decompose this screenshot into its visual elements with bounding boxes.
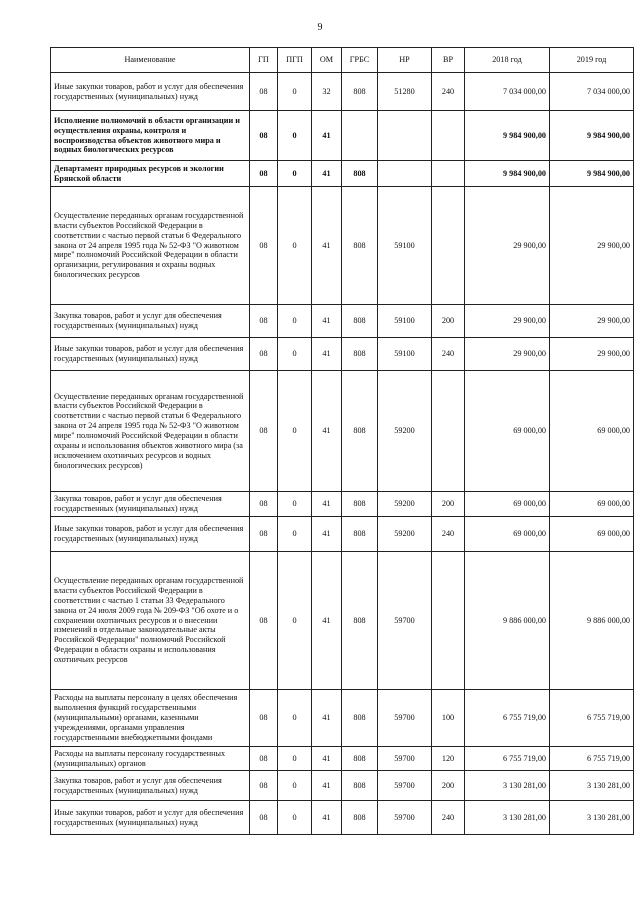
header-pgp: ПГП	[278, 48, 312, 73]
cell-gp: 08	[250, 161, 278, 187]
cell-om: 41	[312, 161, 342, 187]
cell-vr	[432, 187, 465, 305]
cell-2018: 69 000,00	[465, 492, 550, 517]
header-name: Наименование	[51, 48, 250, 73]
cell-nr: 59700	[378, 747, 432, 771]
table-body	[51, 73, 634, 835]
cell-name: Осуществление переданных органам государственной власти субъектов Российской Федерации в соответствии с частью 1 статьи 33 Федерального закона от 24 июля 2009 года № 209-ФЗ "Об охоте и о сохранении охотничьих ресурсов и о внесении изменений в отдельные законодательные акты Российской Федерации" полномочий Российской Федерации в области охраны и использования охотничьих ресурсов	[51, 552, 250, 690]
table-row	[51, 73, 634, 111]
table-header-row	[51, 48, 634, 73]
cell-2018: 69 000,00	[465, 371, 550, 492]
cell-name: Закупка товаров, работ и услуг для обеспечения государственных (муниципальных) нужд	[51, 492, 250, 517]
cell-nr: 59100	[378, 338, 432, 371]
table-row	[51, 111, 634, 161]
cell-gp: 08	[250, 771, 278, 801]
table-row	[51, 305, 634, 338]
cell-grbs: 808	[342, 771, 378, 801]
table-row	[51, 371, 634, 492]
header-grbs: ГРБС	[342, 48, 378, 73]
table-row	[51, 161, 634, 187]
cell-om: 41	[312, 305, 342, 338]
table-row	[51, 187, 634, 305]
table-row	[51, 690, 634, 747]
header-om: ОМ	[312, 48, 342, 73]
cell-2018: 9 886 000,00	[465, 552, 550, 690]
cell-grbs: 808	[342, 552, 378, 690]
cell-name: Департамент природных ресурсов и экологии Брянской области	[51, 161, 250, 187]
cell-nr: 59700	[378, 801, 432, 835]
cell-pgp: 0	[278, 747, 312, 771]
header-nr: НР	[378, 48, 432, 73]
cell-nr: 59700	[378, 771, 432, 801]
cell-pgp: 0	[278, 187, 312, 305]
cell-nr: 59700	[378, 690, 432, 747]
cell-2019: 9 886 000,00	[550, 552, 634, 690]
cell-2019: 29 900,00	[550, 187, 634, 305]
cell-nr: 51280	[378, 73, 432, 111]
table-row	[51, 517, 634, 552]
cell-gp: 08	[250, 492, 278, 517]
header-2019: 2019 год	[550, 48, 634, 73]
budget-table	[50, 47, 634, 835]
cell-grbs: 808	[342, 338, 378, 371]
header-2018: 2018 год	[465, 48, 550, 73]
cell-name: Иные закупки товаров, работ и услуг для обеспечения государственных (муниципальных) нужд	[51, 73, 250, 111]
cell-grbs: 808	[342, 161, 378, 187]
table-row	[51, 801, 634, 835]
cell-vr: 120	[432, 747, 465, 771]
cell-om: 41	[312, 690, 342, 747]
cell-om: 41	[312, 187, 342, 305]
cell-pgp: 0	[278, 771, 312, 801]
cell-2019: 29 900,00	[550, 305, 634, 338]
cell-nr: 59200	[378, 371, 432, 492]
table-row	[51, 338, 634, 371]
cell-grbs: 808	[342, 690, 378, 747]
cell-pgp: 0	[278, 492, 312, 517]
cell-pgp: 0	[278, 552, 312, 690]
cell-om: 41	[312, 492, 342, 517]
cell-vr: 200	[432, 305, 465, 338]
cell-2018: 6 755 719,00	[465, 747, 550, 771]
cell-vr: 240	[432, 517, 465, 552]
cell-2019: 69 000,00	[550, 517, 634, 552]
cell-grbs: 808	[342, 305, 378, 338]
cell-vr: 200	[432, 771, 465, 801]
cell-pgp: 0	[278, 305, 312, 338]
cell-om: 41	[312, 771, 342, 801]
cell-vr: 200	[432, 492, 465, 517]
cell-name: Закупка товаров, работ и услуг для обеспечения государственных (муниципальных) нужд	[51, 771, 250, 801]
cell-name: Закупка товаров, работ и услуг для обеспечения государственных (муниципальных) нужд	[51, 305, 250, 338]
cell-2019: 6 755 719,00	[550, 690, 634, 747]
cell-om: 41	[312, 338, 342, 371]
cell-gp: 08	[250, 187, 278, 305]
cell-pgp: 0	[278, 73, 312, 111]
cell-gp: 08	[250, 73, 278, 111]
table-row	[51, 771, 634, 801]
table-row	[51, 747, 634, 771]
cell-name: Расходы на выплаты персоналу в целях обеспечения выполнения функций государственными (муниципальными) органами, казенными учреждениями, органами управления государственными внебюджетными фондами	[51, 690, 250, 747]
cell-grbs: 808	[342, 187, 378, 305]
cell-om: 41	[312, 747, 342, 771]
cell-pgp: 0	[278, 338, 312, 371]
cell-name: Осуществление переданных органам государственной власти субъектов Российской Федерации в соответствии с частью первой статьи 6 Федерального закона от 24 апреля 1995 года № 52-ФЗ "О животном мире" полномочий Российской Федерации в области охраны и использования объектов животного мира (за исключением охотничьих ресурсов и водных биологических ресурсов)	[51, 371, 250, 492]
cell-grbs: 808	[342, 492, 378, 517]
cell-grbs: 808	[342, 747, 378, 771]
cell-nr: 59700	[378, 552, 432, 690]
cell-om: 32	[312, 73, 342, 111]
header-gp: ГП	[250, 48, 278, 73]
cell-nr	[378, 161, 432, 187]
cell-2018: 7 034 000,00	[465, 73, 550, 111]
cell-2019: 7 034 000,00	[550, 73, 634, 111]
cell-2018: 69 000,00	[465, 517, 550, 552]
cell-vr: 240	[432, 338, 465, 371]
cell-2019: 9 984 900,00	[550, 161, 634, 187]
table-row	[51, 552, 634, 690]
cell-2019: 6 755 719,00	[550, 747, 634, 771]
cell-om: 41	[312, 111, 342, 161]
cell-pgp: 0	[278, 801, 312, 835]
cell-grbs: 808	[342, 371, 378, 492]
cell-grbs	[342, 111, 378, 161]
cell-2018: 9 984 900,00	[465, 111, 550, 161]
cell-name: Исполнение полномочий в области организации и осуществления охраны, контроля и воспроизводства объектов животного мира и водных биологических ресурсов	[51, 111, 250, 161]
cell-2018: 29 900,00	[465, 338, 550, 371]
cell-om: 41	[312, 552, 342, 690]
cell-om: 41	[312, 371, 342, 492]
cell-name: Иные закупки товаров, работ и услуг для обеспечения государственных (муниципальных) нужд	[51, 338, 250, 371]
cell-pgp: 0	[278, 161, 312, 187]
cell-nr	[378, 111, 432, 161]
cell-2018: 3 130 281,00	[465, 801, 550, 835]
cell-name: Осуществление переданных органам государственной власти субъектов Российской Федерации в соответствии с частью первой статьи 6 Федерального закона от 24 апреля 1995 года № 52-ФЗ "О животном мире" полномочий Российской Федерации в области организации, регулирования и охраны водных биологических ресурсов	[51, 187, 250, 305]
cell-vr: 100	[432, 690, 465, 747]
cell-nr: 59100	[378, 305, 432, 338]
cell-pgp: 0	[278, 690, 312, 747]
cell-gp: 08	[250, 517, 278, 552]
cell-nr: 59100	[378, 187, 432, 305]
cell-pgp: 0	[278, 371, 312, 492]
table-row	[51, 492, 634, 517]
page-number: 9	[317, 22, 323, 33]
cell-2018: 29 900,00	[465, 187, 550, 305]
cell-gp: 08	[250, 747, 278, 771]
cell-name: Иные закупки товаров, работ и услуг для обеспечения государственных (муниципальных) нужд	[51, 801, 250, 835]
cell-2019: 3 130 281,00	[550, 801, 634, 835]
cell-om: 41	[312, 801, 342, 835]
cell-gp: 08	[250, 111, 278, 161]
cell-gp: 08	[250, 305, 278, 338]
cell-2019: 69 000,00	[550, 492, 634, 517]
cell-gp: 08	[250, 801, 278, 835]
cell-nr: 59200	[378, 492, 432, 517]
cell-gp: 08	[250, 371, 278, 492]
cell-2018: 29 900,00	[465, 305, 550, 338]
cell-gp: 08	[250, 552, 278, 690]
cell-pgp: 0	[278, 517, 312, 552]
cell-grbs: 808	[342, 801, 378, 835]
cell-om: 41	[312, 517, 342, 552]
cell-2019: 29 900,00	[550, 338, 634, 371]
cell-grbs: 808	[342, 517, 378, 552]
cell-gp: 08	[250, 690, 278, 747]
cell-gp: 08	[250, 338, 278, 371]
cell-grbs: 808	[342, 73, 378, 111]
cell-vr	[432, 552, 465, 690]
cell-2018: 3 130 281,00	[465, 771, 550, 801]
header-vr: ВР	[432, 48, 465, 73]
cell-vr	[432, 371, 465, 492]
cell-vr	[432, 111, 465, 161]
cell-2019: 69 000,00	[550, 371, 634, 492]
cell-vr: 240	[432, 801, 465, 835]
cell-2018: 6 755 719,00	[465, 690, 550, 747]
cell-2018: 9 984 900,00	[465, 161, 550, 187]
cell-nr: 59200	[378, 517, 432, 552]
cell-vr	[432, 161, 465, 187]
cell-pgp: 0	[278, 111, 312, 161]
cell-2019: 9 984 900,00	[550, 111, 634, 161]
cell-vr: 240	[432, 73, 465, 111]
cell-2019: 3 130 281,00	[550, 771, 634, 801]
cell-name: Расходы на выплаты персоналу государственных (муниципальных) органов	[51, 747, 250, 771]
cell-name: Иные закупки товаров, работ и услуг для обеспечения государственных (муниципальных) нужд	[51, 517, 250, 552]
